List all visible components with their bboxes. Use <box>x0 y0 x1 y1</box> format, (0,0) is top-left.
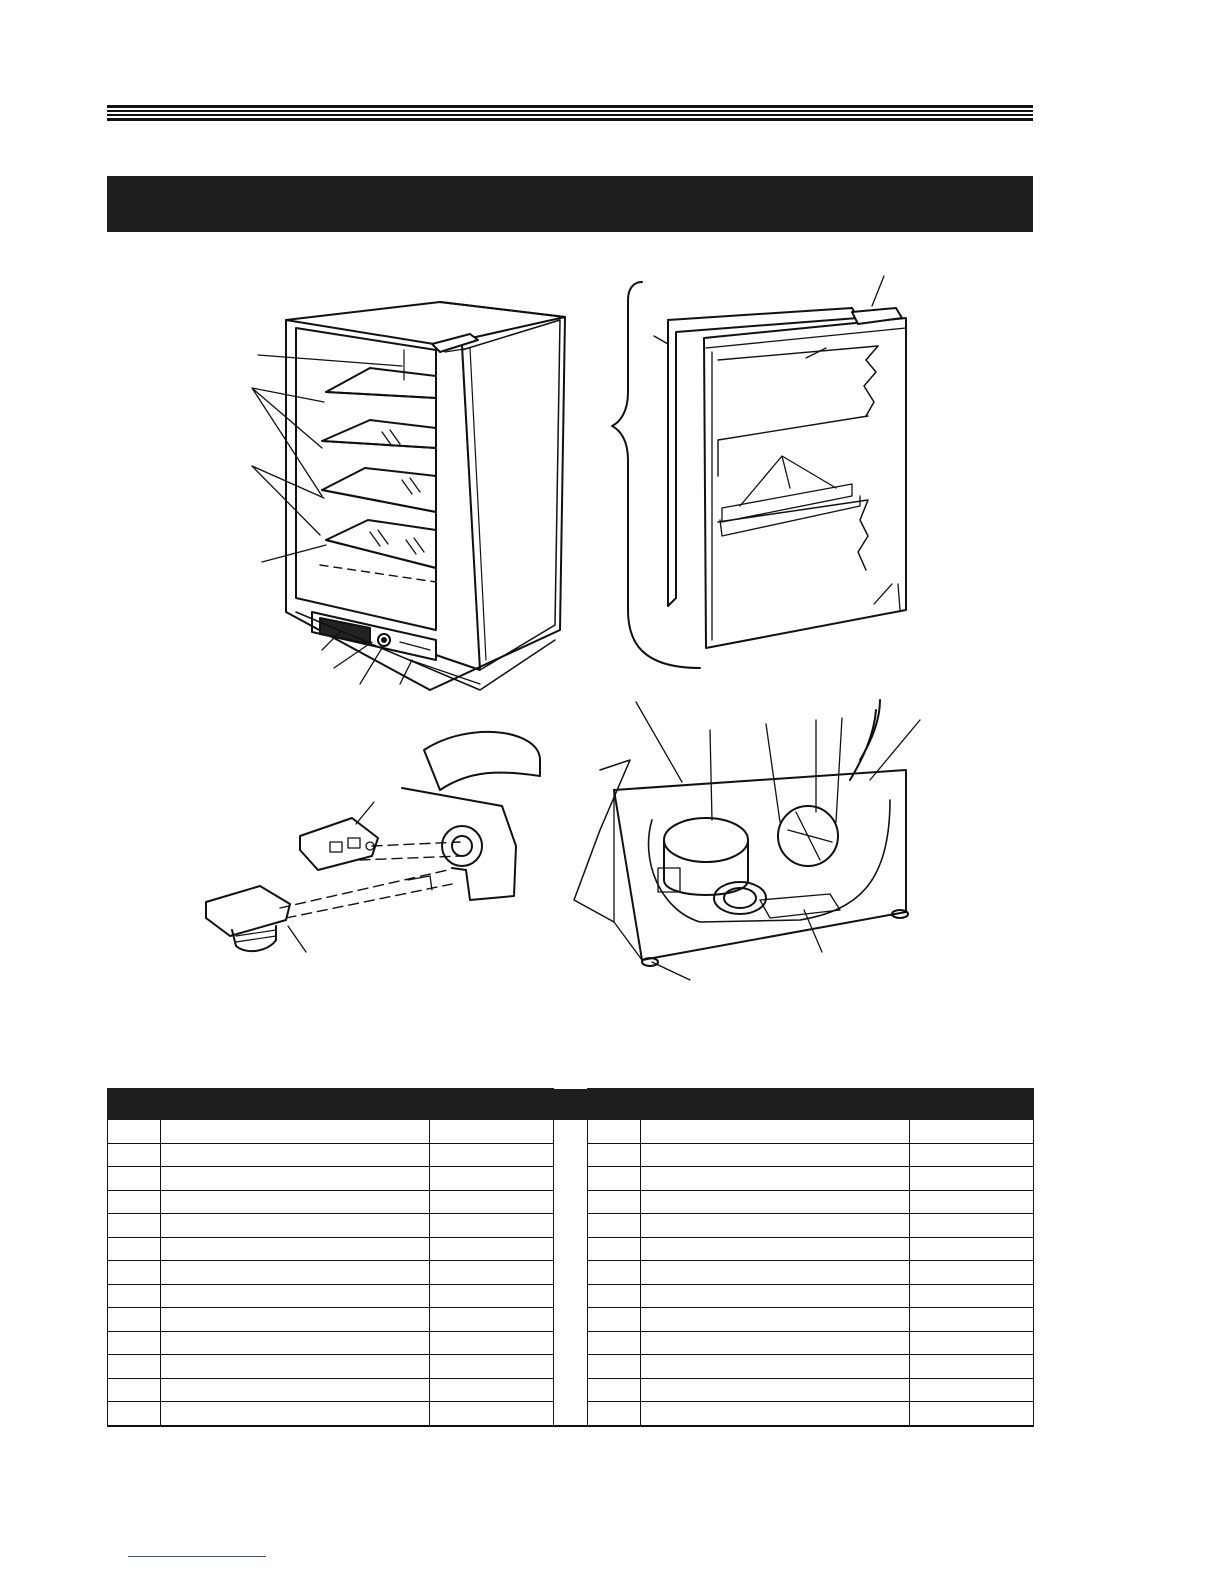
table-cell <box>108 1261 161 1285</box>
table-cell <box>588 1190 641 1214</box>
table-cell <box>108 1355 161 1379</box>
table-cell <box>161 1402 430 1426</box>
parts-table <box>107 1088 1034 1427</box>
table-cell <box>641 1355 910 1379</box>
table-cell <box>430 1167 554 1191</box>
table-cell <box>641 1120 910 1144</box>
table-cell <box>588 1237 641 1261</box>
col-header-part-right <box>910 1089 1034 1120</box>
table-cell <box>161 1190 430 1214</box>
table-cell <box>430 1237 554 1261</box>
table-gap-cell <box>554 1120 588 1144</box>
table-cell <box>588 1284 641 1308</box>
parts-table-body <box>108 1120 1034 1426</box>
table-gap-cell <box>554 1331 588 1355</box>
table-cell <box>430 1331 554 1355</box>
table-row <box>108 1214 1034 1238</box>
table-cell <box>430 1261 554 1285</box>
table-row <box>108 1143 1034 1167</box>
table-gap-cell <box>554 1214 588 1238</box>
table-gap-cell <box>554 1190 588 1214</box>
table-cell <box>641 1284 910 1308</box>
table-row <box>108 1378 1034 1402</box>
table-cell <box>108 1120 161 1144</box>
table-cell <box>641 1308 910 1332</box>
table-cell <box>910 1284 1034 1308</box>
table-cell <box>910 1190 1034 1214</box>
table-cell <box>910 1120 1034 1144</box>
table-cell <box>910 1261 1034 1285</box>
table-cell <box>108 1190 161 1214</box>
table-row <box>108 1355 1034 1379</box>
table-row <box>108 1261 1034 1285</box>
table-cell <box>588 1261 641 1285</box>
table-cell <box>161 1308 430 1332</box>
table-cell <box>430 1143 554 1167</box>
table-cell <box>108 1237 161 1261</box>
table-gap-cell <box>554 1261 588 1285</box>
table-cell <box>430 1378 554 1402</box>
header-rules <box>107 105 1033 123</box>
table-cell <box>641 1190 910 1214</box>
table-cell <box>108 1308 161 1332</box>
parts-table-header <box>108 1089 1034 1120</box>
col-header-part-left <box>430 1089 554 1120</box>
table-cell <box>108 1331 161 1355</box>
table-cell <box>641 1167 910 1191</box>
table-cell <box>588 1402 641 1426</box>
table-cell <box>161 1143 430 1167</box>
table-cell <box>588 1308 641 1332</box>
col-header-desc-right <box>641 1089 910 1120</box>
table-cell <box>641 1237 910 1261</box>
table-cell <box>430 1120 554 1144</box>
table-gap-cell <box>554 1378 588 1402</box>
table-cell <box>161 1331 430 1355</box>
table-gap-cell <box>554 1167 588 1191</box>
thermostat-parts-illustration <box>206 732 540 952</box>
table-cell <box>910 1308 1034 1332</box>
table-row <box>108 1308 1034 1332</box>
table-cell <box>430 1214 554 1238</box>
table-cell <box>910 1167 1034 1191</box>
table-gap-cell <box>554 1143 588 1167</box>
door-exploded-illustration <box>612 276 906 668</box>
table-row <box>108 1120 1034 1144</box>
table-row <box>108 1331 1034 1355</box>
table-cell <box>108 1378 161 1402</box>
table-cell <box>430 1284 554 1308</box>
table-cell <box>588 1143 641 1167</box>
table-cell <box>641 1143 910 1167</box>
footer-link-underline <box>128 1556 266 1557</box>
table-row <box>108 1402 1034 1426</box>
table-cell <box>108 1167 161 1191</box>
table-cell <box>430 1402 554 1426</box>
table-cell <box>161 1120 430 1144</box>
table-cell <box>910 1237 1034 1261</box>
table-cell <box>161 1214 430 1238</box>
table-cell <box>108 1284 161 1308</box>
table-cell <box>108 1214 161 1238</box>
table-cell <box>641 1402 910 1426</box>
exploded-parts-diagram <box>0 240 1224 1000</box>
section-title-bar <box>107 176 1033 232</box>
table-cell <box>910 1214 1034 1238</box>
table-cell <box>641 1378 910 1402</box>
table-gap-cell <box>554 1284 588 1308</box>
table-cell <box>588 1120 641 1144</box>
table-cell <box>641 1214 910 1238</box>
table-cell <box>161 1378 430 1402</box>
table-cell <box>910 1402 1034 1426</box>
table-cell <box>641 1331 910 1355</box>
col-header-no-right <box>588 1089 641 1120</box>
table-cell <box>108 1402 161 1426</box>
col-header-gap <box>554 1089 588 1120</box>
table-gap-cell <box>554 1237 588 1261</box>
cabinet-illustration <box>252 302 565 690</box>
compressor-illustration <box>574 700 920 980</box>
table-row <box>108 1284 1034 1308</box>
table-cell <box>108 1143 161 1167</box>
table-cell <box>161 1355 430 1379</box>
table-cell <box>910 1143 1034 1167</box>
table-cell <box>161 1284 430 1308</box>
table-cell <box>588 1331 641 1355</box>
table-cell <box>161 1167 430 1191</box>
table-gap-cell <box>554 1308 588 1332</box>
table-cell <box>588 1355 641 1379</box>
table-cell <box>588 1378 641 1402</box>
table-cell <box>910 1355 1034 1379</box>
table-cell <box>588 1214 641 1238</box>
table-cell <box>430 1190 554 1214</box>
table-cell <box>588 1167 641 1191</box>
table-cell <box>430 1355 554 1379</box>
table-cell <box>430 1308 554 1332</box>
table-cell <box>910 1378 1034 1402</box>
table-cell <box>641 1261 910 1285</box>
table-row <box>108 1190 1034 1214</box>
table-gap-cell <box>554 1355 588 1379</box>
table-cell <box>910 1331 1034 1355</box>
col-header-desc-left <box>161 1089 430 1120</box>
table-row <box>108 1167 1034 1191</box>
table-cell <box>161 1261 430 1285</box>
table-gap-cell <box>554 1402 588 1426</box>
table-row <box>108 1237 1034 1261</box>
col-header-no-left <box>108 1089 161 1120</box>
table-cell <box>161 1237 430 1261</box>
